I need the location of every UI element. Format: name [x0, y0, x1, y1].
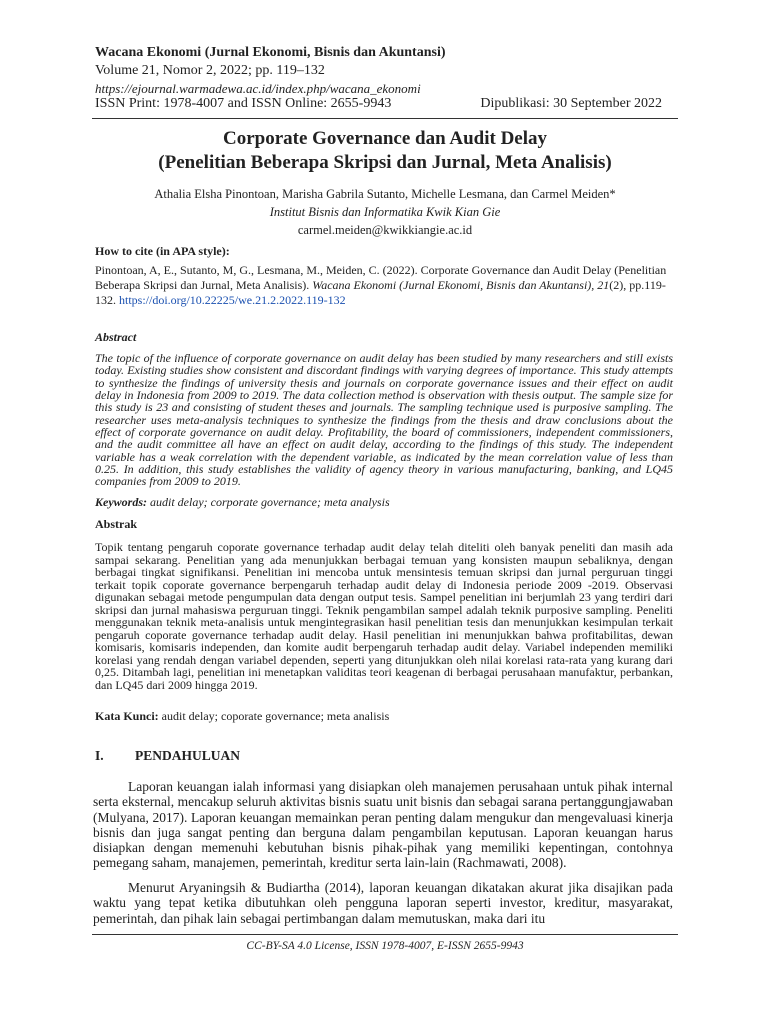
journal-url[interactable]: https://ejournal.warmadewa.ac.id/index.php/wacana_ekonomi [95, 81, 421, 96]
abstrak-body: Topik tentang pengaruh coporate governance terhadap audit delay telah diteliti oleh banyak peneliti dan masih ada sampai sekarang. Penelitian yang ada menunjukkan berbagai temuan yang konsisten maupun sebaliknya, dengan berbagai tingkat signifikansi. Penelitian ini mencoba untuk mensintesis temuan skripsi dan jurnal perguruan tinggi terkait topik coporate governance berpengaruh terhadap audit delay di Indonesia periode 2009 -2019. Observasi digunakan sebagai metode pengumpulan data dengan output tesis. Sampel penelitian ini berjumlah 23 yang terdiri dari skripsi dan jurnal mahasiswa perguruan tinggi. Teknik pengambilan sampel adalah teknik purposive sampling. Peneliti menggunakan teknik meta-analisis untuk mengintegrasikan hasil penelitian tesis dan menunjukkan kesimpulan terkait pengaruh coporate governance terhadap audit delay. Hasil penelitian ini menunjukkan bahwa profitabilitas, dewan komisaris, komisaris independen, dan komite audit berpengaruh terhadap audit delay. Variabel independen memiliki korelasi yang rendah dengan variabel dependen, seperti yang ditunjukkan oleh nilai korelasi rata-rata yang kurang dari 0,25. Ditambah lagi, penelitian ini menetapkan validitas teori keagenan di berbagai perusahaan manufaktur, perbankan, dan LQ45 dari 2009 hingga 2019. [95, 540, 673, 693]
abstract-keywords [95, 495, 390, 510]
abstract-heading: Abstract [95, 330, 137, 344]
paper-title-line2: (Penelitian Beberapa Skripsi dan Jurnal, Meta Analisis) [158, 152, 612, 173]
kata-kunci-label: Kata Kunci: [95, 709, 159, 723]
section-heading [95, 748, 240, 764]
keywords-label: Keywords: [95, 495, 147, 509]
citation-journal: Wacana Ekonomi (Jurnal Ekonomi, Bisnis dan Akuntansi), 21 [312, 278, 610, 292]
citation-text [95, 263, 673, 308]
abstract-body: The topic of the influence of corporate governance on audit delay has been studied by many researchers and still exists today. Existing studies show consistent and discordant findings with varying degrees of importance. This study attempts to synthesize the findings of university thesis and journals on corporate governance issues and their effect on audit delay in Indonesia from 2009 to 2019. The data collection method is observation with thesis output. The sample size for this study is 23 and consisting of student theses and journals. The sampling technique used is purposive sampling. The researcher uses meta-analysis techniques to synthesize the findings from the thesis and draw conclusions about the effect of corporate governance on audit delay. Profitability, the board of commissioners, independent commissioners, and the audit committee all have an effect on audit delay, according to the findings of this study. The independent variable has a weak correlation with the dependent variable, as indicated by the mean correlation value of less than 0.25. In addition, this study establishes the validity of agency theory in various manufacturing, banking, and LQ45 companies from 2009 to 2019. [95, 351, 673, 489]
author-email[interactable]: carmel.meiden@kwikkiangie.ac.id [297, 223, 473, 237]
citation-authors-title: Pinontoan, A, E., Sutanto, M, G., Lesmana, M., Meiden, C. (2022). Corporate Governance dan Audit Delay (Penelitian Beberapa Skripsi dan Jurnal, Meta Analisis). [95, 263, 667, 292]
citation-pages: (2), pp.119-132. [95, 278, 666, 307]
issn-info: ISSN Print: 1978-4007 and ISSN Online: 2655-9943 [95, 96, 392, 111]
footer-divider [92, 934, 678, 935]
publication-date: Dipublikasi: 30 September 2022 [480, 96, 662, 111]
section-title: PENDAHULUAN [135, 748, 241, 763]
section-number: I. [95, 748, 104, 763]
volume-info: Volume 21, Nomor 2, 2022; pp. 119–132 [95, 63, 325, 78]
doi-link[interactable]: https://doi.org/10.22225/we.21.2.2022.119-132 [119, 293, 346, 307]
journal-name: Wacana Ekonomi (Jurnal Ekonomi, Bisnis dan Akuntansi) [95, 45, 446, 60]
body-paragraph-1 [93, 779, 673, 871]
abstrak-keywords [95, 709, 389, 724]
paper-title-line1: Corporate Governance dan Audit Delay [222, 128, 548, 149]
abstrak-heading: Abstrak [95, 517, 138, 531]
institution: Institut Bisnis dan Informatika Kwik Kian Gie [269, 205, 501, 219]
citation-heading: How to cite (in APA style): [95, 244, 230, 258]
kata-kunci-value: audit delay; coporate governance; meta analisis [158, 709, 390, 723]
header-divider [92, 118, 678, 119]
footer-license: CC-BY-SA 4.0 License, ISSN 1978-4007, E-ISSN 2655-9943 [246, 940, 524, 952]
paragraph-text: Laporan keuangan ialah informasi yang disiapkan oleh manajemen perusahaan untuk pihak internal serta eksternal, mencakup seluruh aktivitas bisnis suatu unit bisnis dan sebagai sarana pertanggungjawaban (Mulyana, 2017). Laporan keuangan memainkan peran penting dalam mengukur dan mengevaluasi kinerja bisnis dan juga sangat penting dan berguna dalam pengambilan keputusan. Laporan keuangan harus disiapkan dengan memenuhi kebutuhan bisnis pihak-pihak yang memiliki kepentingan, contohnya pemegang saham, manajemen, pemerintah, kreditur serta lain-lain (Rachmawati, 2008). [93, 779, 673, 871]
paragraph-text: Menurut Aryaningsih & Budiartha (2014), laporan keuangan dikatakan akurat jika disajikan pada waktu yang tepat ketika dibutuhkan oleh pengguna laporan seperti investor, kreditur, masyarakat, pemerintah, dan pihak lain sebagai pertimbangan dalam memutuskan, maka dari itu [93, 880, 673, 926]
body-paragraph-2 [93, 880, 673, 926]
keywords-value: audit delay; corporate governance; meta analysis [147, 495, 390, 509]
authors: Athalia Elsha Pinontoan, Marisha Gabrila Sutanto, Michelle Lesmana, dan Carmel Meiden* [154, 187, 616, 201]
